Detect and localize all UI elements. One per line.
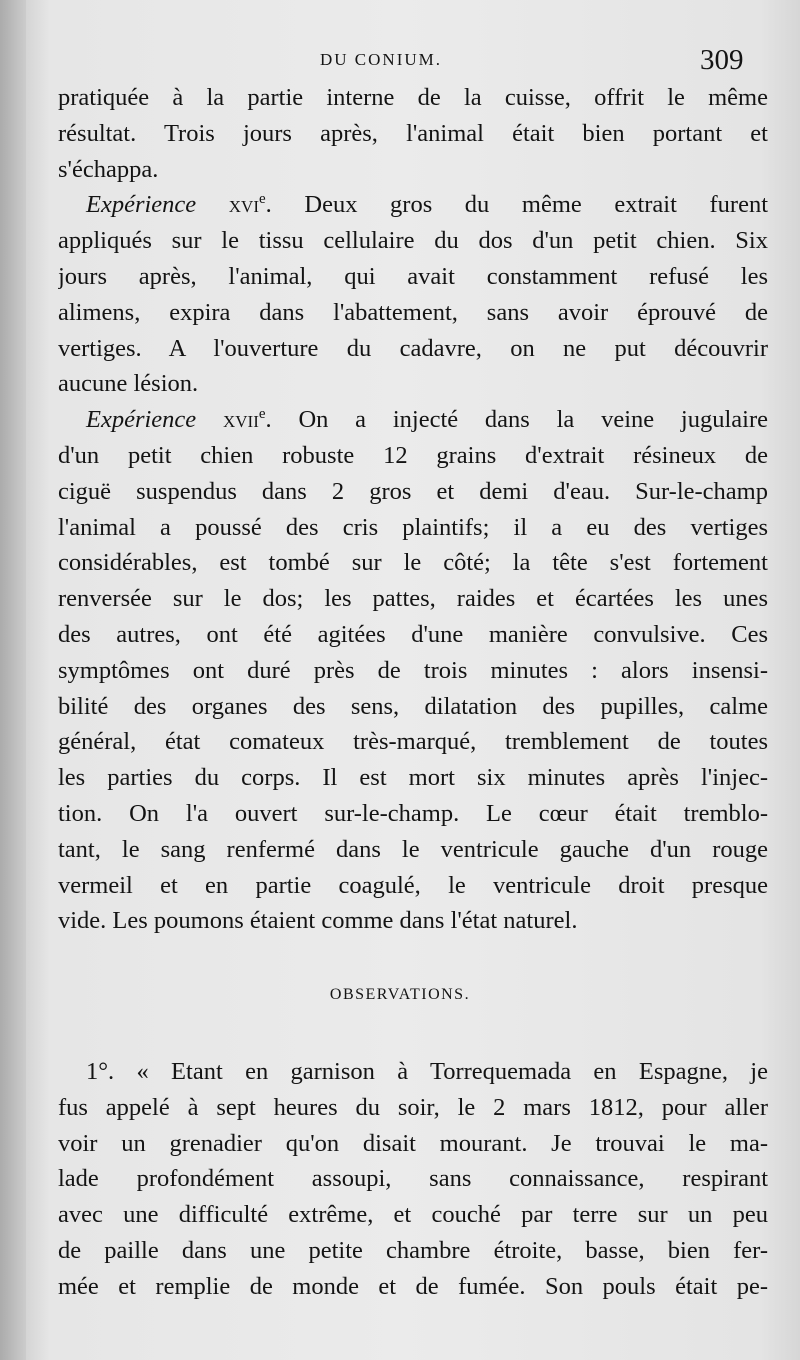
text-line: pratiquée à la partie interne de la cuisse, offrit le même [58, 84, 768, 111]
text-line: résultat. Trois jours après, l'animal était bien portant et [58, 119, 768, 147]
text-line: avec une difficulté extrême, et couché par terre sur un peu [58, 1201, 768, 1229]
text-line: lade profondément assoupi, sans connaissance, respirant [58, 1165, 768, 1193]
text-line: tion. On l'a ouvert sur-le-champ. Le cœur était tremblo- [58, 799, 768, 827]
section-heading: OBSERVATIONS. [329, 986, 471, 1003]
text-line: général, état comateux très-marqué, tremblement de toutes [58, 728, 768, 756]
experience-text: . Deux gros du même extrait furent [265, 191, 768, 219]
text-line: voir un grenadier qu'on disait mourant. Je trouvai le ma- [58, 1129, 768, 1157]
experience-label: Expérience [86, 191, 197, 219]
page-header [0, 44, 800, 80]
text-line: jours après, l'animal, qui avait constamment refusé les [58, 262, 768, 290]
text-line: des autres, ont été agitées d'une manière convulsive. Ces [58, 620, 768, 648]
experience-numeral: xvi [228, 191, 259, 219]
text-line: tant, le sang renfermé dans le ventricule gauche d'un rouge [58, 835, 768, 863]
text-line: l'animal a poussé des cris plaintifs; il a eu des vertiges [58, 513, 768, 541]
experience-superscript: e [258, 406, 266, 423]
experience-17-first-line [58, 402, 768, 438]
page-number: 309 [700, 44, 744, 76]
text-line: fus appelé à sept heures du soir, le 2 mars 1812, pour aller [58, 1093, 768, 1121]
text-line: bilité des organes des sens, dilatation des pupilles, calme [58, 692, 768, 720]
text-line: alimens, expira dans l'abattement, sans avoir éprouvé de [58, 298, 768, 326]
text-line: aucune lésion. [58, 370, 199, 398]
text-line: renversée sur le dos; les pattes, raides et écartées les unes [58, 585, 768, 613]
experience-16-first-line [58, 187, 768, 223]
text-line: s'échappa. [58, 155, 159, 183]
running-head: DU CONIUM. [320, 50, 442, 69]
observations-text [58, 1054, 768, 1305]
text-line: vide. Les poumons étaient comme dans l'état naturel. [58, 907, 578, 935]
text-line: ciguë suspendus dans 2 gros et demi d'eau. Sur-le-champ [58, 477, 768, 505]
text-line: mée et remplie de monde et de fumée. Son pouls était pe- [58, 1272, 768, 1300]
experience-label: Expérience [86, 406, 197, 434]
text-line: vermeil et en partie coagulé, le ventricule droit presque [58, 871, 768, 899]
experience-numeral: xvii [222, 406, 259, 434]
experience-text: . On a injecté dans la veine jugulaire [265, 406, 768, 434]
text-line: les parties du corps. Il est mort six minutes après l'injec- [58, 764, 768, 792]
experience-superscript: e [259, 191, 266, 208]
main-text [58, 80, 768, 939]
page-gutter-shadow [0, 0, 26, 1360]
text-line: considérables, est tombé sur le côté; la tête s'est fortement [58, 549, 768, 577]
text-line: appliqués sur le tissu cellulaire du dos d'un petit chien. Six [58, 227, 768, 255]
text-line: d'un petit chien robuste 12 grains d'extrait résineux de [58, 441, 768, 469]
text-line: vertiges. A l'ouverture du cadavre, on ne put découvrir [58, 334, 768, 362]
text-line: symptômes ont duré près de trois minutes : alors insensi- [58, 656, 768, 684]
observation-first-line: 1°. « Etant en garnison à Torrequemada en Espagne, je [86, 1058, 768, 1085]
text-line: de paille dans une petite chambre étroite, basse, bien fer- [58, 1236, 768, 1264]
